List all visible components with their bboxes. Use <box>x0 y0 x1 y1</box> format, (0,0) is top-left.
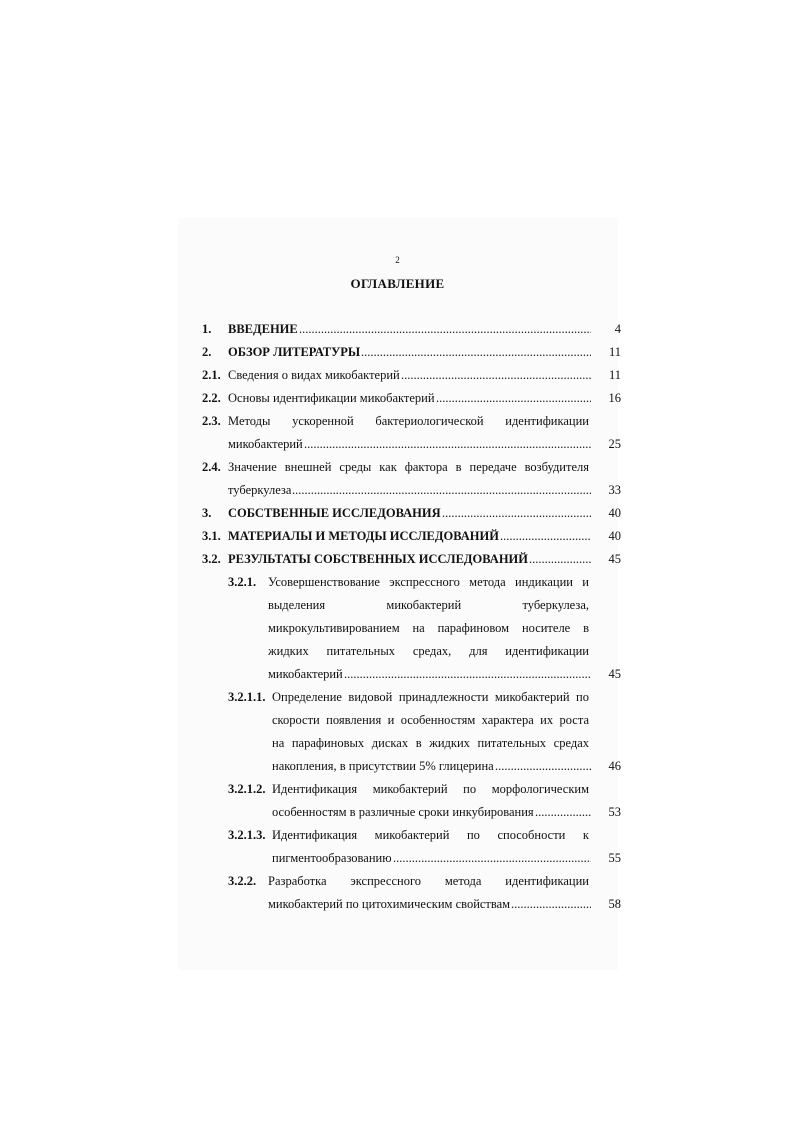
leader-dots <box>511 893 591 916</box>
toc-line <box>200 801 625 824</box>
toc-entry[interactable] <box>200 364 625 387</box>
toc-text: ОБЗОР ЛИТЕРАТУРЫ <box>228 345 361 359</box>
toc-page-number: 45 <box>608 667 621 681</box>
leader-dots <box>393 847 591 870</box>
toc-line <box>200 318 625 341</box>
page-number: 2 <box>395 255 400 265</box>
toc-text: на парафиновых дисках в жидких питательных средах <box>272 736 589 750</box>
toc-entry[interactable] <box>200 341 625 364</box>
toc-text: МАТЕРИАЛЫ И МЕТОДЫ ИССЛЕДОВАНИЙ <box>228 529 499 543</box>
toc-number: 2.1. <box>202 368 221 382</box>
toc-page-number: 45 <box>608 552 621 566</box>
toc-text: накопления, в присутствии 5% глицерина <box>272 759 494 773</box>
toc-text: СОБСТВЕННЫЕ ИССЛЕДОВАНИЯ <box>228 506 441 520</box>
toc-entry[interactable] <box>200 456 625 502</box>
toc-text: ВВЕДЕНИЕ <box>228 322 298 336</box>
toc-text: Основы идентификации микобактерий <box>228 391 435 405</box>
toc-text: скорости появления и особенностям характера их роста <box>272 713 589 727</box>
toc-page-number: 53 <box>608 805 621 819</box>
toc-line <box>200 778 625 801</box>
toc-line <box>200 732 625 755</box>
toc-line <box>200 755 625 778</box>
toc-text: Идентификация микобактерий по способности к <box>272 828 589 842</box>
toc-number: 3.2.1.1. <box>228 690 266 704</box>
toc-page-number: 55 <box>608 851 621 865</box>
toc-line <box>200 525 625 548</box>
toc-entry[interactable] <box>200 778 625 824</box>
leader-dots <box>292 479 591 502</box>
toc-text: Идентификация микобактерий по морфологическим <box>272 782 589 796</box>
toc-entry[interactable] <box>200 571 625 686</box>
leader-dots <box>529 548 591 571</box>
toc-page-number: 33 <box>608 483 621 497</box>
toc-entry[interactable] <box>200 318 625 341</box>
toc-line <box>200 663 625 686</box>
toc-entry[interactable] <box>200 502 625 525</box>
toc-line <box>200 847 625 870</box>
toc-page-number: 40 <box>608 506 621 520</box>
toc-text: микобактерий <box>268 667 343 681</box>
leader-dots <box>436 387 591 410</box>
toc-number: 2.4. <box>202 460 221 474</box>
toc-line <box>200 433 625 456</box>
toc-page-number: 25 <box>608 437 621 451</box>
toc-number: 2.3. <box>202 414 221 428</box>
toc-text: Сведения о видах микобактерий <box>228 368 400 382</box>
toc-line <box>200 341 625 364</box>
toc-line <box>200 387 625 410</box>
leader-dots <box>361 341 591 364</box>
toc-text: микобактерий по цитохимическим свойствам <box>268 897 511 911</box>
leader-dots <box>535 801 591 824</box>
leader-dots <box>500 525 591 548</box>
toc-text: Методы ускоренной бактериологической идентификации <box>228 414 589 428</box>
toc-entry[interactable] <box>200 548 625 571</box>
leader-dots <box>304 433 591 456</box>
toc-number: 3.2.1.2. <box>228 782 266 796</box>
toc-line <box>200 502 625 525</box>
toc-number: 3. <box>202 506 212 520</box>
toc-number: 3.1. <box>202 529 221 543</box>
leader-dots <box>299 318 591 341</box>
toc-line <box>200 410 625 433</box>
toc-text: РЕЗУЛЬТАТЫ СОБСТВЕННЫХ ИССЛЕДОВАНИЙ <box>228 552 528 566</box>
toc-page-number: 11 <box>608 345 621 359</box>
toc-line <box>200 571 625 594</box>
toc-number: 3.2.2. <box>228 874 257 888</box>
toc-line <box>200 870 625 893</box>
toc-text: особенностям в различные сроки инкубирования <box>272 805 534 819</box>
toc-line <box>200 479 625 502</box>
toc-line <box>200 824 625 847</box>
toc-line <box>200 617 625 640</box>
toc-number: 2. <box>202 345 212 359</box>
toc-number: 3.2.1. <box>228 575 257 589</box>
leader-dots <box>495 755 591 778</box>
toc-line <box>200 686 625 709</box>
toc-line <box>200 456 625 479</box>
toc-text: выделения микобактерий туберкулеза, <box>268 598 589 612</box>
leader-dots <box>344 663 591 686</box>
toc-line <box>200 893 625 916</box>
toc-page-number: 11 <box>608 368 621 382</box>
toc-text: Разработка экспрессного метода идентификации <box>268 874 589 888</box>
toc-entry[interactable] <box>200 686 625 778</box>
toc-text: Усовершенствование экспрессного метода индикации и <box>268 575 589 589</box>
toc-text: микобактерий <box>228 437 303 451</box>
toc-number: 3.2.1.3. <box>228 828 266 842</box>
toc-page-number: 4 <box>614 322 621 336</box>
toc-page-number: 40 <box>608 529 621 543</box>
leader-dots <box>401 364 591 387</box>
toc-line <box>200 364 625 387</box>
toc-text: Определение видовой принадлежности микобактерий по <box>272 690 589 704</box>
toc-entry[interactable] <box>200 410 625 456</box>
leader-dots <box>442 502 591 525</box>
toc-entry[interactable] <box>200 870 625 916</box>
toc-text: пигментообразованию <box>272 851 392 865</box>
toc-number: 1. <box>202 322 212 336</box>
toc-entry[interactable] <box>200 525 625 548</box>
toc-page-number: 16 <box>608 391 621 405</box>
toc-line <box>200 548 625 571</box>
toc-text: жидких питательных средах, для идентификации <box>268 644 589 658</box>
toc-page-number: 46 <box>608 759 621 773</box>
toc-text: микрокультивированием на парафиновом носителе в <box>268 621 589 635</box>
toc-line <box>200 640 625 663</box>
toc-entry[interactable] <box>200 824 625 870</box>
toc-page-number: 58 <box>608 897 621 911</box>
toc-number: 2.2. <box>202 391 221 405</box>
toc-text: туберкулеза <box>228 483 292 497</box>
toc-line <box>200 594 625 617</box>
toc-number: 3.2. <box>202 552 221 566</box>
page-title: ОГЛАВЛЕНИЕ <box>350 276 445 291</box>
toc-text: Значение внешней среды как фактора в передаче возбудителя <box>228 460 589 474</box>
table-of-contents <box>200 318 625 916</box>
toc-entry[interactable] <box>200 387 625 410</box>
toc-line <box>200 709 625 732</box>
